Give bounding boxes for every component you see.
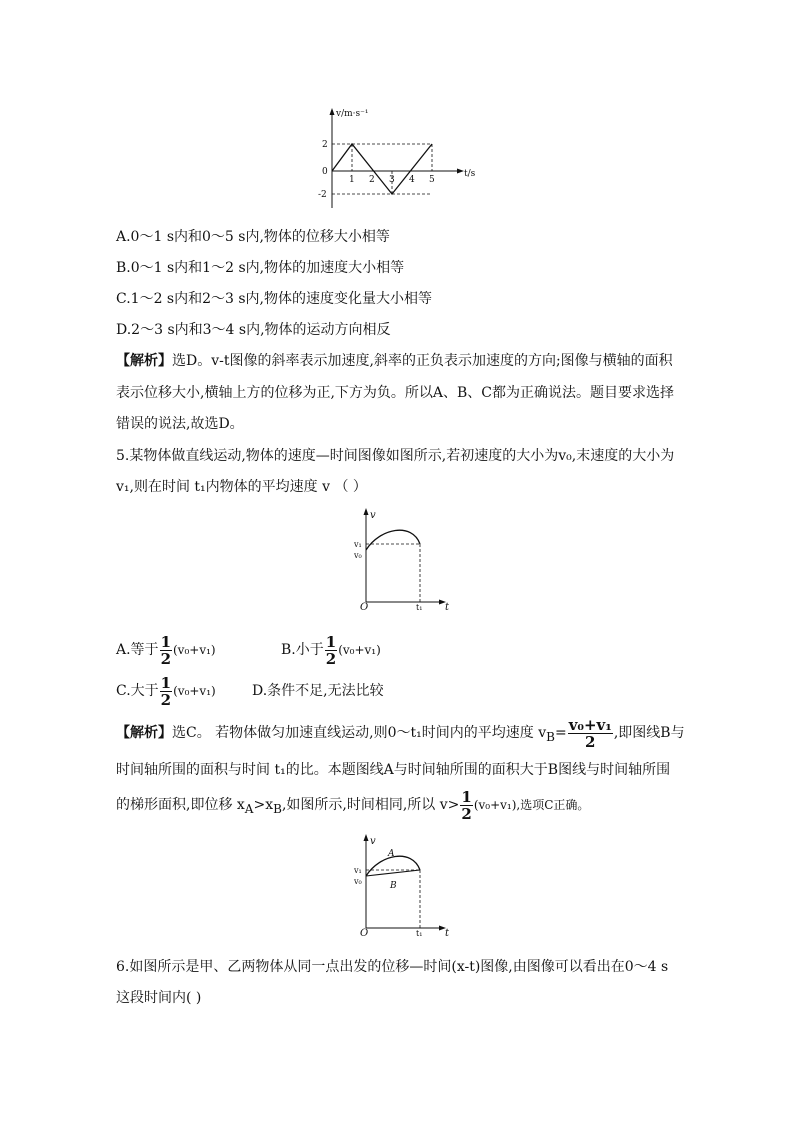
graph3-curve-a-label: A xyxy=(388,849,395,859)
graph3-line-b-label: B xyxy=(390,881,397,891)
graph2-origin-label: O xyxy=(360,602,369,612)
equals-sign: = xyxy=(554,725,567,741)
q4-option-c: C.1～2 s内和2～3 s内,物体的速度变化量大小相等 xyxy=(116,291,433,307)
graph3-v0-label: v₀ xyxy=(354,877,362,886)
graph1-x-axis-label: t/s xyxy=(464,169,476,179)
graph2-v1-label: v₁ xyxy=(354,540,362,549)
q5-analysis-text-3c: (v₀+v₁),选项C正确。 xyxy=(473,798,590,812)
q4-option-d: D.2～3 s内和3～4 s内,物体的运动方向相反 xyxy=(116,322,391,338)
q6-stem-line-1: 6.如图所示是甲、乙两物体从同一点出发的位移—时间(x-t)图像,由图像可以看出在0～4 s xyxy=(116,959,669,975)
graph1-ytick-2: 2 xyxy=(322,140,328,150)
analysis-tag: 【解析】 xyxy=(116,353,172,369)
velocity-time-graph-3 xyxy=(350,832,460,938)
graph1-xtick-2: 2 xyxy=(369,175,375,185)
q4-analysis-line-3: 错误的说法,故选D。 xyxy=(116,416,244,432)
subscript-a: A xyxy=(244,801,254,816)
q5-analysis-line-3 xyxy=(116,787,589,827)
subscript-b: B xyxy=(273,801,282,816)
q5-option-b-prefix: B.小于 xyxy=(281,642,324,658)
graph2-t1-label: t₁ xyxy=(416,603,423,612)
q5-analysis-text-1b: ,即图线B与 xyxy=(613,725,685,741)
q5-option-c xyxy=(116,673,216,709)
graph2-v0-label: v₀ xyxy=(354,551,362,560)
graph1-xtick-1: 1 xyxy=(349,175,355,185)
graph2-v-label: v xyxy=(370,510,376,521)
graph1-y-axis-label: v/m·s⁻¹ xyxy=(336,109,369,119)
analysis-tag: 【解析】 xyxy=(116,725,172,741)
fraction-one-half: $\frac{1}{2}$ xyxy=(160,632,171,668)
q4-analysis-line-2: 表示位移大小,横轴上方的位移为正,下方为负。所以A、B、C都为正确说法。题目要求选择 xyxy=(116,385,675,401)
fraction-one-half: $\frac{1}{2}$ xyxy=(461,787,472,823)
q5-option-b-paren: (v₀+v₁) xyxy=(338,643,381,657)
fraction-v0-plus-v1-over-2: $\frac{\text{v₀+v₁}}{2}$ xyxy=(568,715,612,751)
graph1-ytick-0: 0 xyxy=(322,167,328,177)
q5-option-a xyxy=(116,632,216,668)
q5-analysis-text-3a: 的梯形面积,即位移 x xyxy=(116,797,245,813)
greater-than-x: >x xyxy=(253,797,274,813)
q4-option-b: B.0～1 s内和1～2 s内,物体的加速度大小相等 xyxy=(116,260,405,276)
q5-analysis-text-3b: ,如图所示,时间相同,所以 v> xyxy=(281,797,460,813)
q6-stem-line-2: 这段时间内( ) xyxy=(116,990,202,1006)
graph2-t-label: t xyxy=(445,602,450,612)
q5-option-a-paren: (v₀+v₁) xyxy=(173,643,216,657)
q5-option-c-prefix: C.大于 xyxy=(116,683,159,699)
velocity-time-graph-2 xyxy=(350,506,460,612)
graph3-origin-label: O xyxy=(360,928,369,938)
q5-analysis-text-1a: 选C。 若物体做匀加速直线运动,则0～t₁时间内的平均速度 v xyxy=(172,725,547,741)
q5-analysis-line-1 xyxy=(116,715,685,755)
fraction-one-half: $\frac{1}{2}$ xyxy=(325,632,337,668)
q5-stem-line-2: v₁,则在时间 t₁内物体的平均速度 v （ ） xyxy=(116,479,367,495)
graph1-xtick-4: 4 xyxy=(409,175,415,185)
q5-option-a-prefix: A.等于 xyxy=(116,642,159,658)
graph1-xtick-3: 3 xyxy=(389,175,395,185)
subscript-b: B xyxy=(546,729,555,744)
graph1-xtick-5: 5 xyxy=(429,175,435,185)
q5-stem-line-1: 5.某物体做直线运动,物体的速度—时间图像如图所示,若初速度的大小为v₀,末速度的大小为 xyxy=(116,448,675,464)
q5-option-d: D.条件不足,无法比较 xyxy=(252,683,384,699)
velocity-time-graph-1 xyxy=(318,104,488,216)
q4-analysis-line-1 xyxy=(116,351,673,371)
q5-analysis-line-2: 时间轴所围的面积与时间 t₁的比。本题图线A与时间轴所围的面积大于B图线与时间轴所围 xyxy=(116,762,671,778)
q4-analysis-text-1: 选D。v-t图像的斜率表示加速度,斜率的正负表示加速度的方向;图像与横轴的面积 xyxy=(172,353,673,369)
q5-option-c-paren: (v₀+v₁) xyxy=(173,684,216,698)
q5-option-b xyxy=(281,632,381,668)
graph3-t1-label: t₁ xyxy=(416,929,423,938)
graph3-v1-label: v₁ xyxy=(354,866,362,875)
graph1-ytick-neg2: -2 xyxy=(318,190,327,200)
q4-option-a: A.0～1 s内和0～5 s内,物体的位移大小相等 xyxy=(116,229,390,245)
graph3-v-label: v xyxy=(370,836,376,847)
graph3-t-label: t xyxy=(445,928,450,938)
fraction-one-half: $\frac{1}{2}$ xyxy=(160,673,172,709)
